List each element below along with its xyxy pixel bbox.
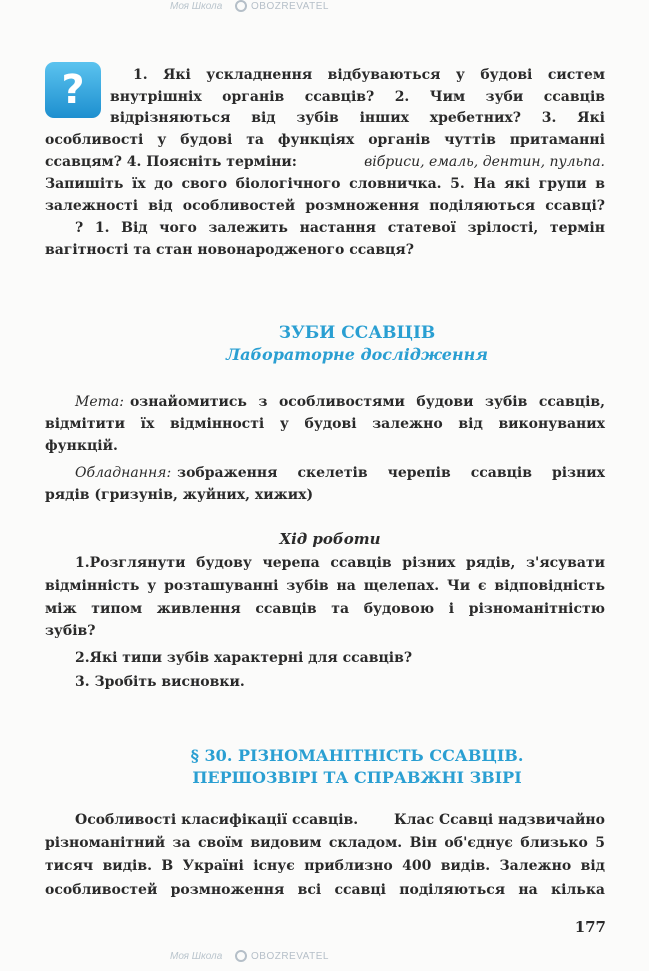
watermark-brand: OBOZREVATEL [235,0,329,14]
lab-subtitle: Лабораторне дослідження [225,345,489,364]
equipment-line [75,463,605,483]
procedure-line: відмінність у розташуванні зубів на щелепах. Чи є відповідність [45,578,605,594]
question-line: залежності від особливостей розмноження поділяються ссавці? [45,198,605,214]
question-line: ? 1. Від чого залежить настання статевої зрілості, термін [75,220,605,236]
section-title: § 30. РІЗНОМАНІТНІСТЬ ССАВЦІВ. [190,746,524,765]
equipment-text: зображення скелетів черепів ссавців різних [177,465,605,481]
question-text: ссавцям? 4. Поясніть терміни: [45,154,297,170]
section-title: ПЕРШОЗВІРІ ТА СПРАВЖНІ ЗВІРІ [192,768,522,787]
body-text: Клас Ссавці надзвичайно [393,812,605,828]
lead-bold: Особливості класифікації ссавців. [75,812,359,828]
equipment-line: рядів (гризунів, жуйних, хижих) [45,487,314,503]
goal-label: Мета: [75,394,124,410]
procedure-line: між типом живлення ссавців та будовою і різноманітністю [45,601,605,617]
procedure-line: 2.Які типи зубів характерні для ссавців? [75,650,413,666]
procedure-line: 3. Зробіть висновки. [75,674,245,690]
page-number: 177 [574,918,606,936]
goal-line: функцій. [45,438,118,454]
question-line: Запишіть їх до свого біологічного словничка. 5. На які групи в [45,176,605,192]
body-line: особливостей розмноження всі ссавці поділяються на кілька [45,882,605,898]
watermark-brand: OBOZREVATEL [235,950,329,964]
question-line: відрізняються від зубів інших хребетних? 3. Які [110,110,605,126]
question-line: внутрішніх органів ссавців? 2. Чим зуби ссавців [110,89,605,105]
question-line: вагітності та стан новонародженого ссавця? [45,242,414,258]
procedure-title: Хід роботи [279,530,381,548]
procedure-line: 1.Розглянути будову черепа ссавців різних рядів, з'ясувати [75,555,605,571]
question-line: 1. Які ускладнення відбуваються у будові систем [133,67,605,83]
terms-italic: вібриси, емаль, дентин, пульпа. [364,154,605,170]
body-line [75,810,605,830]
question-line [45,152,605,172]
watermark-school: Моя Школа [170,951,223,962]
watermark-school: Моя Школа [170,1,223,12]
body-line: тисяч видів. В Україні існує приблизно 400 видів. Залежно від [45,858,605,874]
procedure-line: зубів? [45,623,96,639]
body-line: різноманітний за своїм видовим складом. Він об'єднує близько 5 [45,835,605,851]
lab-title: ЗУБИ ССАВЦІВ [278,323,436,343]
equipment-label: Обладнання: [75,465,172,481]
question-icon: ? [45,62,101,118]
goal-line: відмітити їх відмінності у будові залежно від виконуваних [45,416,605,432]
question-line: особливості у будові та функціях органів чуттів притаманні [45,132,605,148]
goal-text: ознайомитись з особливостями будови зубів ссавців, [129,394,605,410]
goal-line [75,392,605,412]
